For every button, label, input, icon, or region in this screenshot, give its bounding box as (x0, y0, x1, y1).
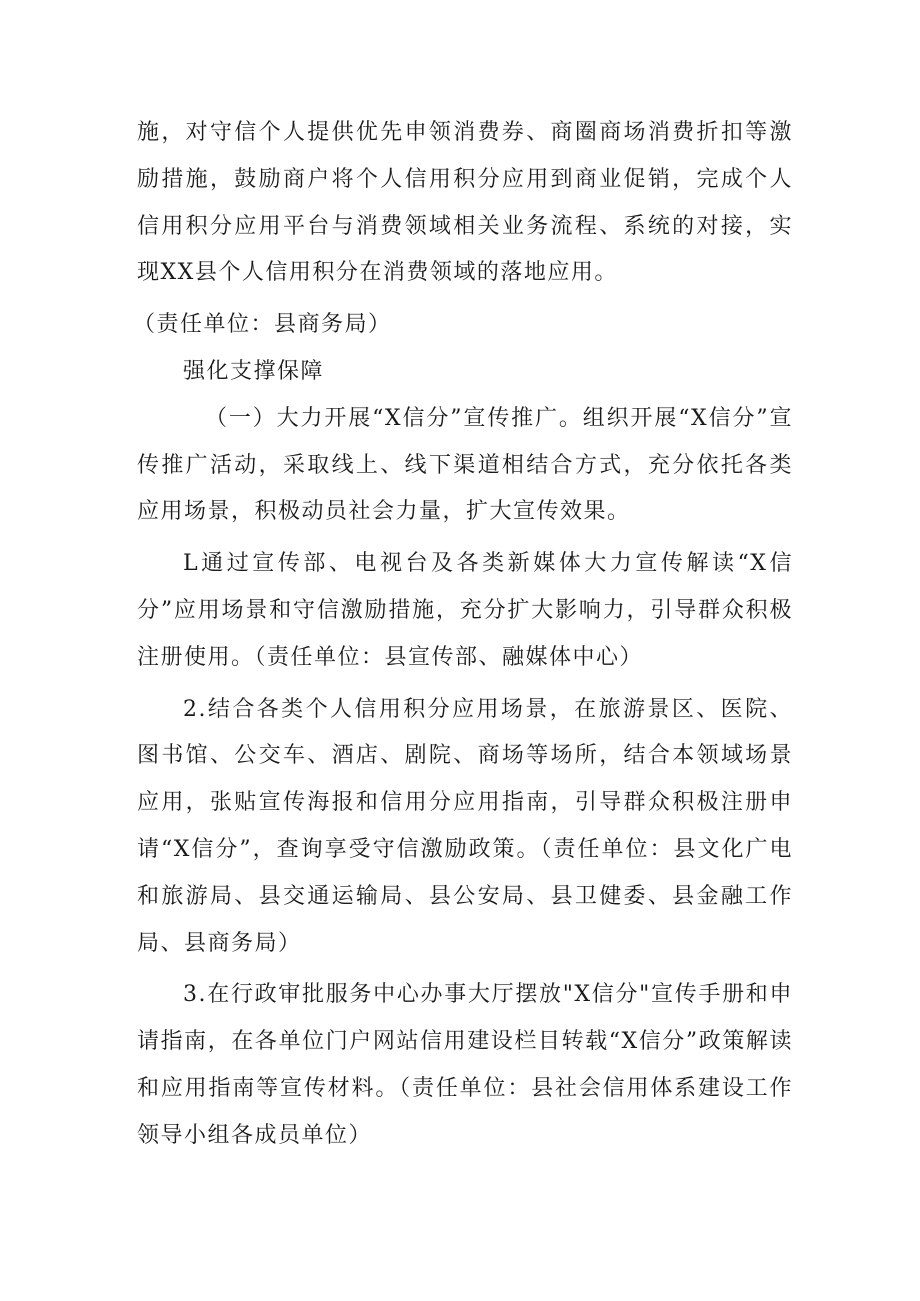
paragraph-consumption-continuation: 施，对守信个人提供优先申领消费券、商圈商场消费折扣等激励措施，鼓励商户将个人信用积分应用到商业促销，完成个人信用积分应用平台与消费领域相关业务流程、系统的对接，实现XX县个人信用积分在消费领域的落地应用。 (137, 120, 793, 286)
paragraph-item-1-heading: （一）大力开展“X信分”宣传推广。组织开展“X信分”宣传推广活动，采取线上、线下渠道相结合方式，充分依托各类应用场景，积极动员社会力量，扩大宣传效果。 (137, 405, 793, 525)
paragraph-responsibility-commerce: （责任单位：县商务局） (133, 312, 392, 338)
paragraph-sub-item-3: 3.在行政审批服务中心办事大厅摆放"X信分"宣传手册和申请指南，在各单位门户网站信用建设栏目转载“X信分”政策解读和应用指南等宣传材料。（责任单位：县社会信用体系建设工作领导小组各成员单位） (137, 982, 793, 1148)
paragraph-sub-item-1: L通过宣传部、电视台及各类新媒体大力宣传解读“X信分”应用场景和守信激励措施，充分扩大影响力，引导群众积极注册使用。（责任单位：县宣传部、融媒体中心） (137, 551, 793, 670)
document-body (133, 110, 793, 1160)
section-heading: 强化支撑保障 (183, 358, 325, 384)
paragraph-sub-item-2: 2.结合各类个人信用积分应用场景，在旅游景区、医院、图书馆、公交车、酒店、剧院、商场等场所，结合本领域场景应用，张贴宣传海报和信用分应用指南，引导群众积极注册申请“X信分”，查询享受守信激励政策。（责任单位：县文化广电和旅游局、县交通运输局、县公安局、县卫健委、县金融工作局、县商务局） (137, 696, 793, 956)
